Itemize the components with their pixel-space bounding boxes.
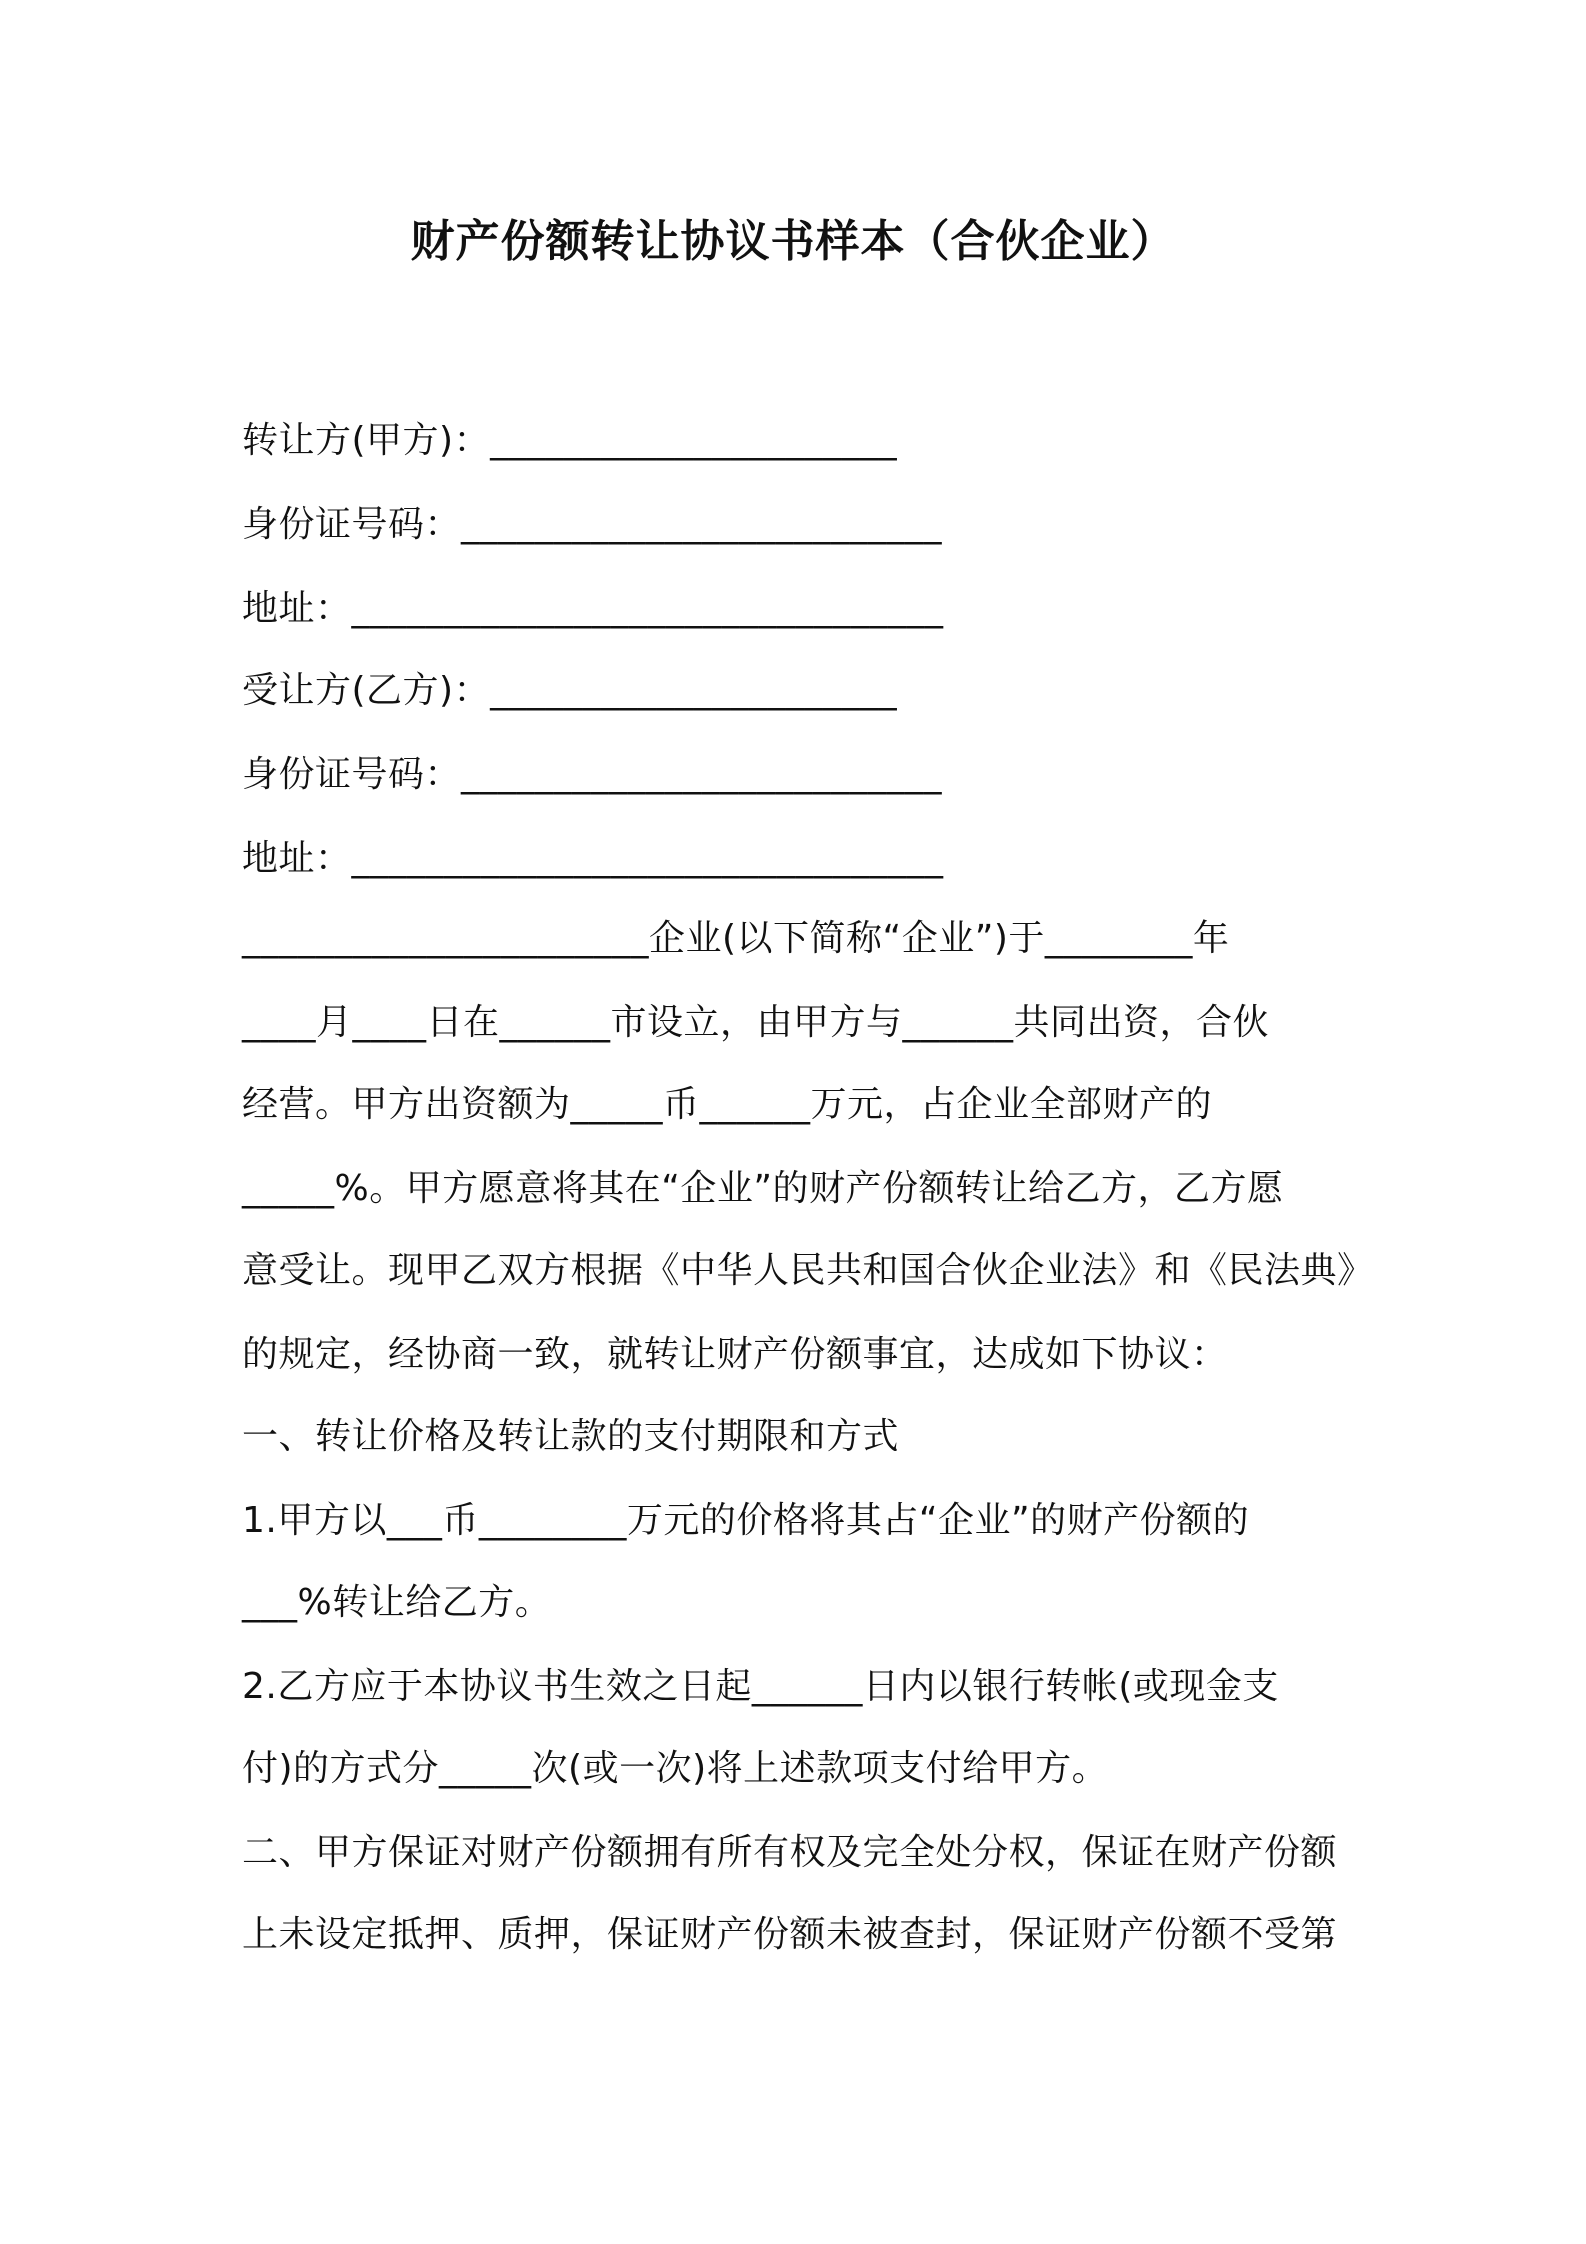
transferor-name-line: 转让方(甲方)：______________________	[242, 420, 898, 461]
clause-line: 上未设定抵押、质押，保证财产份额未被查封，保证财产份额不受第	[242, 1914, 1338, 1955]
document-title: 财产份额转让协议书样本（合伙企业）	[410, 216, 1176, 267]
section-heading-1: 一、转让价格及转让款的支付期限和方式	[242, 1416, 900, 1457]
paragraph-line: _____%。甲方愿意将其在“企业”的财产份额转让给乙方，乙方愿	[242, 1168, 1284, 1209]
transferor-id-line: 身份证号码：__________________________	[242, 504, 943, 545]
paragraph-line: 经营。甲方出资额为_____币______万元，占企业全部财产的	[242, 1084, 1213, 1125]
paragraph-line: 意受让。现甲乙双方根据《中华人民共和国合伙企业法》和《民法典》	[242, 1250, 1374, 1291]
transferor-address-line: 地址：________________________________	[242, 588, 944, 629]
clause-line: ___%转让给乙方。	[242, 1582, 552, 1623]
transferee-name-line: 受让方(乙方)：______________________	[242, 670, 898, 711]
paragraph-line: ______________________企业(以下简称“企业”)于________年	[242, 918, 1230, 959]
section-heading-2: 二、甲方保证对财产份额拥有所有权及完全处分权，保证在财产份额	[242, 1832, 1338, 1873]
clause-line: 2.乙方应于本协议书生效之日起______日内以银行转帐(或现金支	[242, 1666, 1279, 1707]
clause-line: 付)的方式分_____次(或一次)将上述款项支付给甲方。	[242, 1748, 1109, 1789]
paragraph-line: ____月____日在______市设立，由甲方与______共同出资，合伙	[242, 1002, 1270, 1043]
paragraph-line: 的规定，经协商一致，就转让财产份额事宜，达成如下协议：	[242, 1334, 1228, 1375]
transferee-id-line: 身份证号码：__________________________	[242, 754, 943, 795]
clause-line: 1.甲方以___币________万元的价格将其占“企业”的财产份额的	[242, 1500, 1250, 1541]
transferee-address-line: 地址：________________________________	[242, 838, 944, 879]
